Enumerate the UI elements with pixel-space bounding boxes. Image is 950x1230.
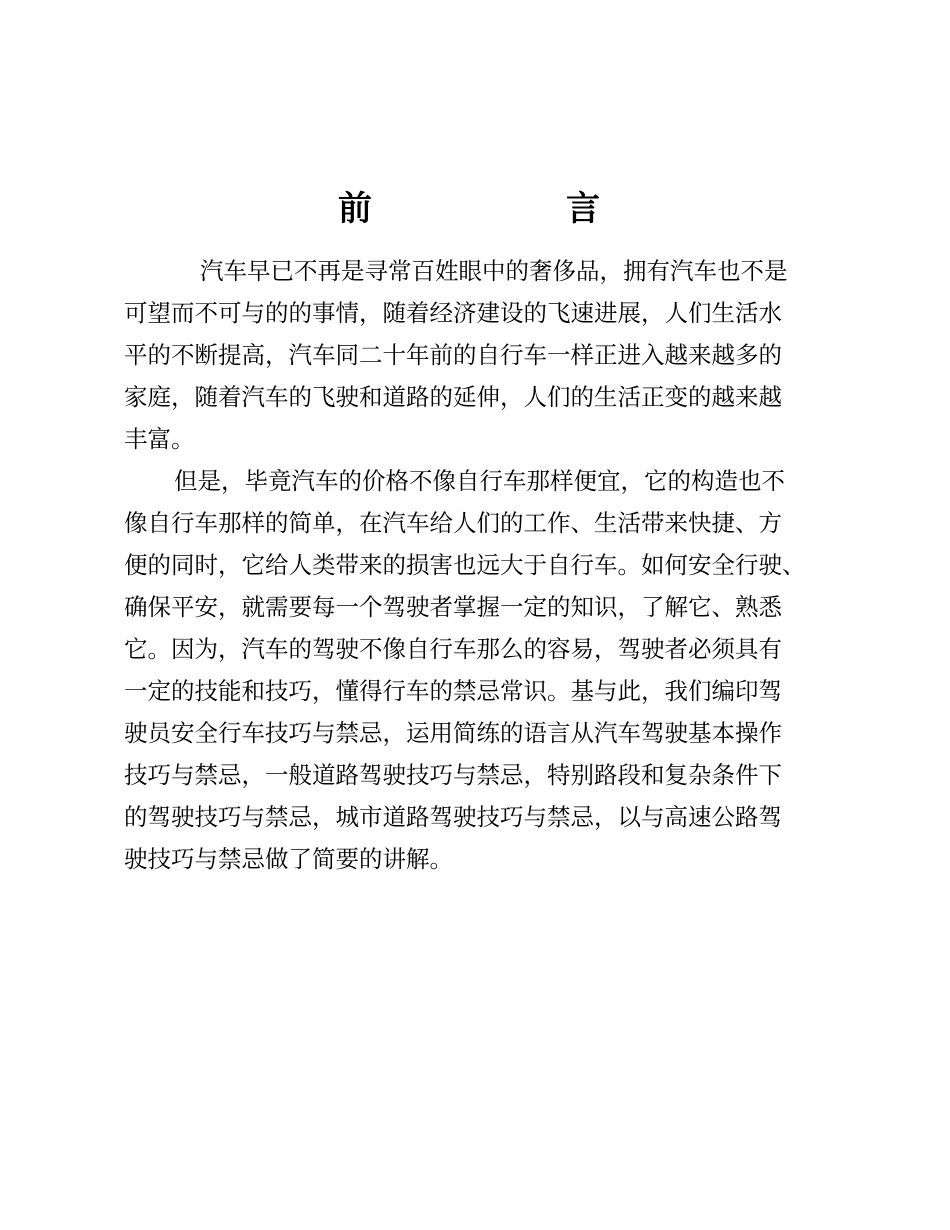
paragraph-1 (124, 250, 836, 460)
paragraph-2 (124, 460, 836, 880)
paragraph-line: 但是，毕竟汽车的价格不像自行车那样便宜，它的构造也不 (174, 467, 785, 495)
paragraph-line: 可望而不可与的的事情，随着经济建设的飞速进展，人们生活水 (124, 299, 782, 327)
paragraph-line: 平的不断提高，汽车同二十年前的自行车一样正进入越来越多的 (124, 341, 782, 369)
preface-body (124, 250, 836, 880)
paragraph-line: 丰富。 (124, 425, 195, 453)
page-title (0, 186, 950, 232)
paragraph-line: 一定的技能和技巧，懂得行车的禁忌常识。基与此，我们编印驾 (124, 677, 782, 705)
title-char-1: 前 (338, 189, 372, 229)
title-char-2: 言 (566, 189, 600, 229)
paragraph-line: 便的同时，它给人类带来的损害也远大于自行车。如何安全行驶、 (124, 551, 806, 579)
paragraph-line: 的驾驶技巧与禁忌，城市道路驾驶技巧与禁忌，以与高速公路驾 (124, 803, 782, 831)
paragraph-line: 技巧与禁忌，一般道路驾驶技巧与禁忌，特别路段和复杂条件下 (124, 761, 782, 789)
paragraph-line: 驶员安全行车技巧与禁忌，运用简练的语言从汽车驾驶基本操作 (124, 719, 782, 747)
paragraph-line: 汽车早已不再是寻常百姓眼中的奢侈品，拥有汽车也不是 (200, 257, 788, 285)
paragraph-line: 确保平安，就需要每一个驾驶者掌握一定的知识，了解它、熟悉 (124, 593, 782, 621)
paragraph-line: 驶技巧与禁忌做了简要的讲解。 (124, 845, 453, 873)
paragraph-line: 像自行车那样的简单，在汽车给人们的工作、生活带来快捷、方 (124, 509, 782, 537)
paragraph-line: 家庭，随着汽车的飞驶和道路的延伸，人们的生活正变的越来越 (124, 383, 782, 411)
paragraph-line: 它。因为，汽车的驾驶不像自行车那么的容易，驾驶者必须具有 (124, 635, 782, 663)
